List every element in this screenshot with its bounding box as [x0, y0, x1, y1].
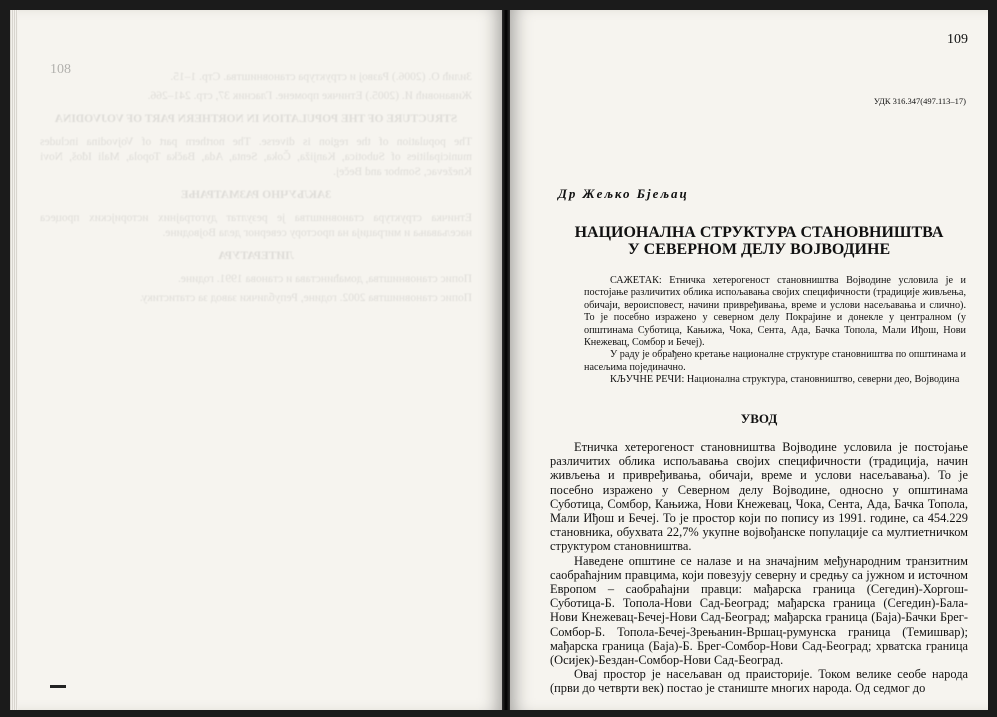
keywords: КЉУЧНЕ РЕЧИ: Национална структура, становништво, северни део, Војводина: [610, 374, 960, 386]
ink-mark: [50, 685, 66, 688]
title-line: НАЦИОНАЛНА СТРУКТУРА СТАНОВНИШТВА: [574, 224, 944, 241]
ghost-paragraph: Попис становништва 2002. године, Републички завод за статистику.: [139, 292, 472, 304]
page-stack-edge: [10, 10, 18, 710]
ghost-paragraph: Попис становништва, домаћинстава и станова 1991. године.: [177, 273, 472, 285]
body-paragraph: Етничка хетерогеност становништва Војводине условила је постојање различитих облика испољавања својих специфичности (традиција, начин живљења и привређивања, обичаји, време и услови насељавања). То је посебно изражено у Северном делу Војводине, односно у општинама Суботица, Сомбор, Кањижа, Нови Кнежевац, Чока, Сента, Ада, Бачка Топола, Мали Иђош и Бечеј. То је простор који по попису из 1991. године, са 454.229 становника, обухвата 22,7% укупне војвођанске популације са мултиетничком структуром становништва.: [550, 440, 968, 554]
article-title: [550, 224, 968, 258]
body-text: [550, 440, 968, 696]
body-paragraph: Овај простор је насељаван од праисторије. Током велике сеобе народа (први до четврти век) постао је станиште многих народа. Од седмог до: [550, 667, 968, 696]
author: Др Жељко Бјељац: [558, 186, 689, 201]
left-page: [10, 10, 502, 710]
ghost-paragraph: Живановић И. (2005.) Етничке промене. Гласник 37, стр. 241–266.: [147, 90, 472, 102]
body-paragraph: Наведене општине се налазе и на значајним међународним транзитним саобраћајним правцима, који повезују северну и средњу са јужном и источном Европом – саобраћајни правци: мађарска граница (Сегедин)-Хоргош-Суботица-Б. Топола-Нови Сад-Београд; мађарска граница (Сегедин)-Бала-Нови Кнежевац-Бечеј-Нови Сад-Београд; мађарска граница (Баја)-Бачки Брег-Сомбор-Б. Топола-Бечеј-Зрењанин-Вршац-румунска граница (Темишвар); мађарска граница (Баја)-Б. Брег-Сомбор-Нови Сад-Београд; хрватска граница (Осијек)-Бездан-Сомбор-Нови Сад-Београд.: [550, 553, 968, 668]
ghost-paragraph: Етничка структура становништва је резултат дуготрајних историјских процеса насељавања и миграција на простору северног дела Војводине.: [40, 212, 472, 239]
ghost-heading: ЛИТЕРАТУРА: [218, 250, 294, 262]
title-line: У СЕВЕРНОМ ДЕЛУ ВОЈВОДИНЕ: [627, 241, 891, 258]
section-heading: УВОД: [740, 411, 778, 426]
left-page-number: 108: [50, 62, 71, 77]
right-page: [510, 10, 988, 710]
ghost-paragraph: Зилић О. (2006.) Развој и структура становништва. Стр. 1–15.: [170, 71, 472, 83]
ghost-paragraph: The population of the region is diverse. The northern part of Vojvodina includes municipalities of Subotica, Kanjiža, Čoka, Senta, Ada, Bačka Topola, Mali Iđoš, Novi Kneževac, Sombor and Bečej.: [40, 136, 472, 178]
abstract-text: САЖЕТАК: Етничка хетерогеност становништва Војводине условила је и постојање различитих облика испољавања својих специфичности (традиције живљења, обичаји, вероисповест, начини привређивања, време и услови насељавања и слично). То је посебно изражено у северном делу Покрајине и донекле у централном (у општинама Суботица, Кањижа, Чока, Сента, Ада, Бачка Топола, Мали Иђош, Нови Кнежевац, Сомбор и Бечеј).: [584, 275, 966, 349]
abstract: [584, 275, 966, 387]
ghost-heading: STRUCTURE OF THE POPULATION IN NORTHERN PART OF VOJVODINA: [54, 113, 458, 125]
page-number: 109: [947, 32, 968, 47]
ghost-heading: ЗАКЉУЧНО РАЗМАТРАЊЕ: [180, 189, 332, 201]
left-page-bleed-text: [40, 70, 472, 680]
abstract-text-2: У раду је обрађено кретање националне структуре становништва по општинама и насељима појединачно.: [584, 349, 966, 373]
udk-code: УДК 316.347(497.113–17): [873, 96, 966, 106]
book-gutter: [502, 10, 510, 710]
